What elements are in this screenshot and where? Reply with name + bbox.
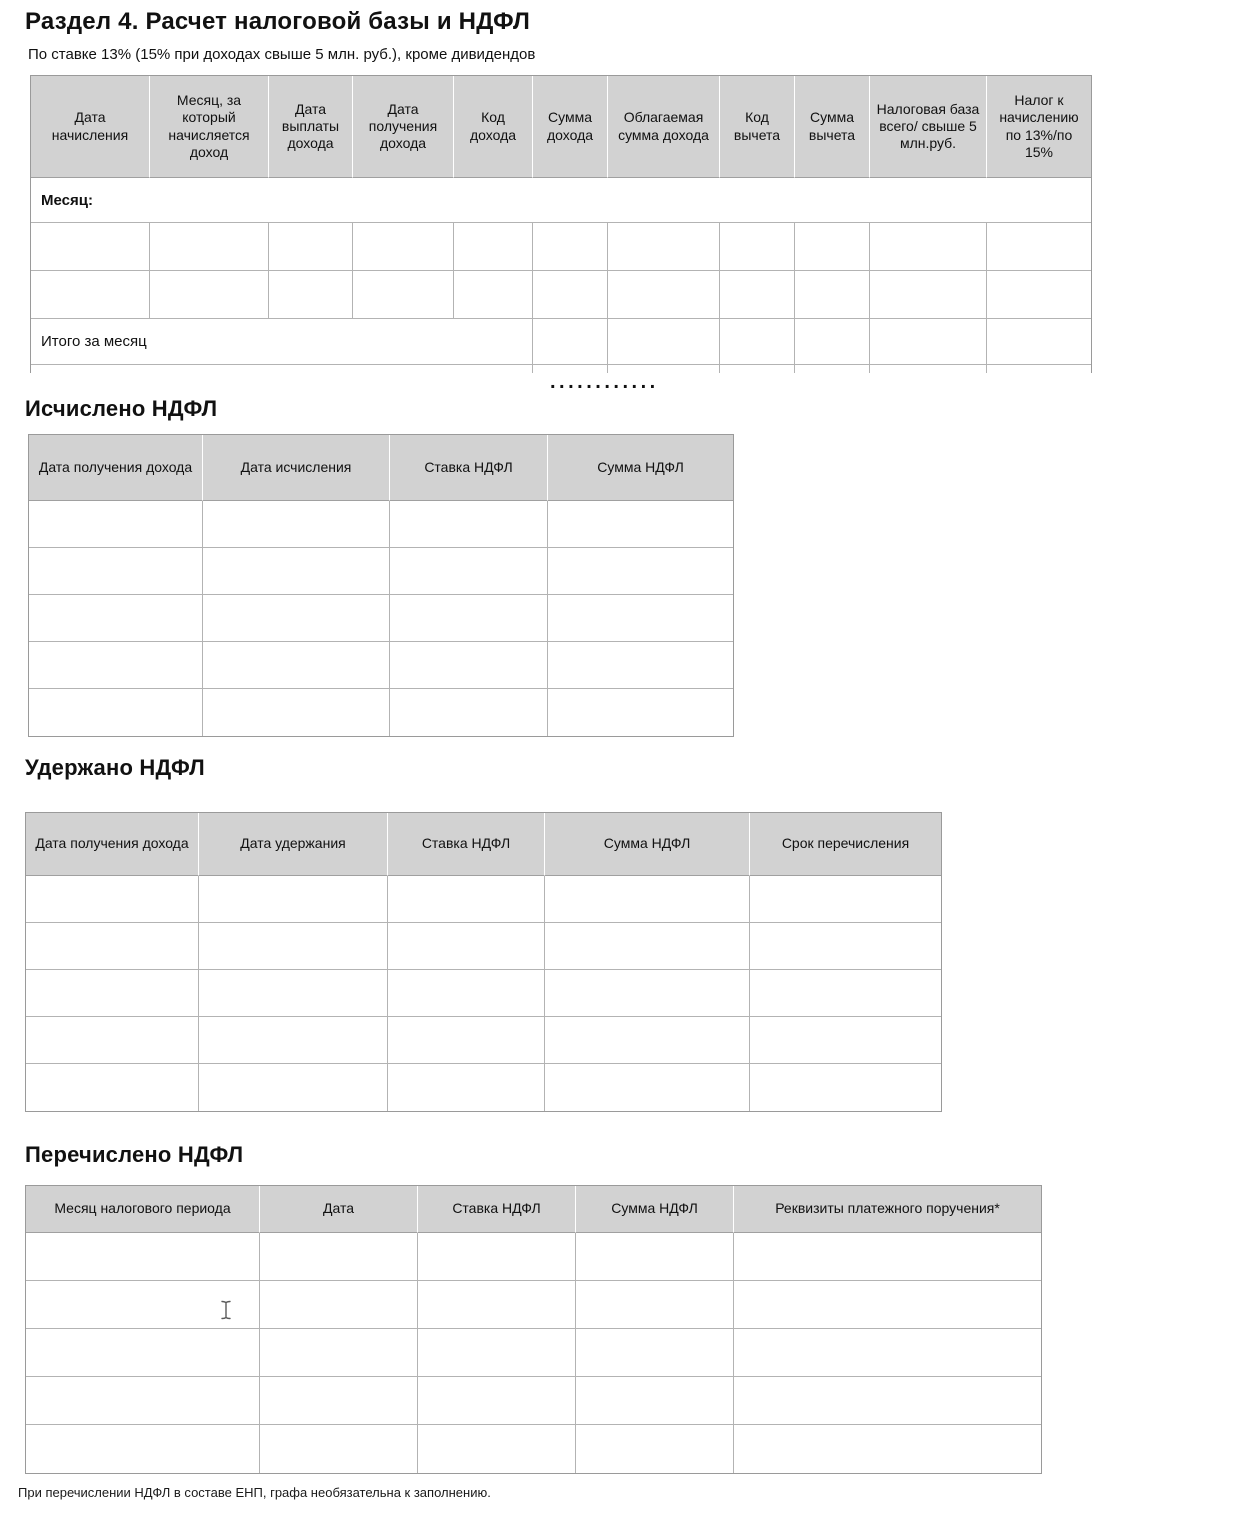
empty-cell[interactable] (26, 1329, 260, 1377)
text-ibeam-cursor-icon (220, 1300, 232, 1320)
column-header: Дата (260, 1186, 418, 1233)
empty-cell[interactable] (548, 501, 733, 548)
empty-cell[interactable] (750, 1017, 941, 1064)
calculated-ndfl-empty-rows (29, 501, 733, 736)
empty-cell[interactable] (545, 923, 750, 970)
column-header: Месяц, за который начисляется доход (150, 76, 269, 178)
empty-cell[interactable] (31, 271, 150, 319)
empty-cell[interactable] (545, 970, 750, 1017)
empty-cell[interactable] (31, 365, 533, 373)
empty-cell[interactable] (390, 501, 548, 548)
empty-data-row (26, 1233, 1041, 1281)
empty-cell[interactable] (734, 1425, 1041, 1473)
empty-cell[interactable] (533, 271, 608, 319)
empty-cell[interactable] (870, 319, 987, 365)
withheld-ndfl-table (25, 812, 942, 1112)
empty-cell[interactable] (548, 595, 733, 642)
transferred-ndfl-table-container (25, 1185, 1042, 1474)
empty-cell[interactable] (388, 876, 545, 923)
empty-cell[interactable] (29, 548, 203, 595)
empty-cell[interactable] (454, 271, 533, 319)
empty-cell[interactable] (29, 642, 203, 689)
month-label-cell: Месяц: (31, 178, 1091, 223)
empty-cell[interactable] (795, 223, 870, 271)
empty-cell[interactable] (720, 365, 795, 373)
withheld-ndfl-heading: Удержано НДФЛ (25, 755, 205, 780)
empty-data-row (26, 1425, 1041, 1473)
empty-cell[interactable] (203, 501, 390, 548)
column-header: Налоговая база всего/ свыше 5 млн.руб. (870, 76, 987, 178)
column-header: Сумма вычета (795, 76, 870, 178)
empty-cell[interactable] (870, 365, 987, 373)
empty-cell[interactable] (548, 548, 733, 595)
empty-cell[interactable] (418, 1377, 576, 1425)
empty-cell[interactable] (750, 876, 941, 923)
empty-cell[interactable] (353, 223, 454, 271)
empty-cell[interactable] (750, 1064, 941, 1111)
empty-cell[interactable] (987, 365, 1091, 373)
transferred-ndfl-header-row (26, 1186, 1041, 1233)
empty-cell[interactable] (418, 1281, 576, 1329)
month-total-label-cell: Итого за месяц (31, 319, 533, 365)
withheld-ndfl-table-container (25, 812, 942, 1112)
empty-cell[interactable] (26, 1377, 260, 1425)
empty-cell[interactable] (608, 223, 720, 271)
empty-data-row (26, 923, 941, 970)
column-header: Срок перечисления (750, 813, 941, 876)
empty-cell[interactable] (260, 1281, 418, 1329)
column-header: Сумма НДФЛ (576, 1186, 734, 1233)
empty-data-row (29, 501, 733, 548)
column-header: Ставка НДФЛ (418, 1186, 576, 1233)
empty-cell[interactable] (533, 319, 608, 365)
month-total-row (31, 319, 1091, 365)
empty-cell[interactable] (734, 1377, 1041, 1425)
empty-cell[interactable] (870, 223, 987, 271)
column-header: Дата удержания (199, 813, 388, 876)
empty-data-row (29, 642, 733, 689)
empty-cell[interactable] (390, 548, 548, 595)
empty-cell[interactable] (734, 1281, 1041, 1329)
empty-cell[interactable] (750, 923, 941, 970)
empty-cell[interactable] (26, 1064, 199, 1111)
empty-cell[interactable] (199, 876, 388, 923)
empty-cell[interactable] (150, 271, 269, 319)
empty-cell[interactable] (987, 319, 1091, 365)
column-header: Дата получения дохода (26, 813, 199, 876)
calculated-ndfl-header-row (29, 435, 733, 501)
empty-cell[interactable] (545, 1017, 750, 1064)
page-title: Раздел 4. Расчет налоговой базы и НДФЛ (25, 8, 530, 35)
empty-cell[interactable] (203, 548, 390, 595)
empty-data-row (26, 1017, 941, 1064)
calculated-ndfl-heading: Исчислено НДФЛ (25, 396, 218, 421)
withheld-ndfl-header-row (26, 813, 941, 876)
empty-data-row (29, 548, 733, 595)
empty-data-row (26, 970, 941, 1017)
empty-cell[interactable] (608, 319, 720, 365)
empty-cell[interactable] (150, 223, 269, 271)
column-header: Дата начисления (31, 76, 150, 178)
empty-cell[interactable] (390, 689, 548, 736)
empty-data-row (26, 1329, 1041, 1377)
empty-data-row (26, 1377, 1041, 1425)
empty-cell[interactable] (199, 970, 388, 1017)
empty-cell[interactable] (608, 271, 720, 319)
empty-cell[interactable] (576, 1425, 734, 1473)
empty-cell[interactable] (720, 223, 795, 271)
column-header: Ставка НДФЛ (388, 813, 545, 876)
empty-cell[interactable] (576, 1377, 734, 1425)
empty-data-row (29, 595, 733, 642)
empty-cell[interactable] (26, 1233, 260, 1281)
empty-cell[interactable] (353, 271, 454, 319)
empty-cell[interactable] (720, 271, 795, 319)
transferred-ndfl-empty-rows (26, 1233, 1041, 1473)
column-header: Код вычета (720, 76, 795, 178)
empty-cell[interactable] (26, 876, 199, 923)
empty-cell[interactable] (203, 595, 390, 642)
empty-cell[interactable] (26, 970, 199, 1017)
empty-cell[interactable] (548, 689, 733, 736)
empty-cell[interactable] (390, 595, 548, 642)
empty-cell[interactable] (26, 1425, 260, 1473)
calculated-ndfl-table-container (28, 434, 734, 737)
column-header: Сумма дохода (533, 76, 608, 178)
empty-cell[interactable] (987, 223, 1091, 271)
empty-cell[interactable] (269, 223, 353, 271)
empty-cell[interactable] (576, 1233, 734, 1281)
empty-cell[interactable] (260, 1425, 418, 1473)
empty-cell[interactable] (734, 1233, 1041, 1281)
transferred-ndfl-heading: Перечислено НДФЛ (25, 1142, 244, 1167)
empty-cell[interactable] (734, 1329, 1041, 1377)
empty-cell[interactable] (545, 1064, 750, 1111)
empty-cell[interactable] (418, 1233, 576, 1281)
column-header: Ставка НДФЛ (390, 435, 548, 501)
empty-cell[interactable] (260, 1233, 418, 1281)
empty-cell[interactable] (418, 1329, 576, 1377)
empty-cell[interactable] (203, 642, 390, 689)
empty-cell[interactable] (388, 970, 545, 1017)
empty-cell[interactable] (795, 271, 870, 319)
empty-cell[interactable] (388, 1017, 545, 1064)
empty-cell[interactable] (418, 1425, 576, 1473)
empty-data-row (26, 1281, 1041, 1329)
column-header: Налог к начислению по 13%/по 15% (987, 76, 1091, 178)
empty-cell[interactable] (31, 223, 150, 271)
column-header: Месяц налогового периода (26, 1186, 260, 1233)
empty-cell[interactable] (269, 271, 353, 319)
empty-cell[interactable] (390, 642, 548, 689)
empty-cell[interactable] (533, 223, 608, 271)
empty-cell[interactable] (795, 319, 870, 365)
empty-data-row (26, 876, 941, 923)
withheld-ndfl-empty-rows (26, 876, 941, 1111)
empty-data-row (29, 689, 733, 736)
month-group-row (31, 178, 1091, 223)
empty-cell[interactable] (203, 689, 390, 736)
empty-cell[interactable] (260, 1329, 418, 1377)
column-header: Код дохода (454, 76, 533, 178)
column-header: Дата исчисления (203, 435, 390, 501)
empty-cell[interactable] (750, 970, 941, 1017)
continuation-dots: ............ (550, 371, 659, 393)
transferred-ndfl-table (25, 1185, 1042, 1474)
column-header: Сумма НДФЛ (545, 813, 750, 876)
empty-cell[interactable] (29, 501, 203, 548)
empty-cell[interactable] (576, 1329, 734, 1377)
column-header: Дата получения дохода (353, 76, 454, 178)
empty-cell[interactable] (199, 1064, 388, 1111)
empty-cell[interactable] (388, 923, 545, 970)
empty-cell[interactable] (26, 923, 199, 970)
empty-cell[interactable] (870, 271, 987, 319)
tax-base-empty-rows (31, 223, 1091, 319)
empty-cell[interactable] (795, 365, 870, 373)
empty-cell[interactable] (199, 1017, 388, 1064)
column-header: Реквизиты платежного поручения* (734, 1186, 1041, 1233)
tax-base-header-row (31, 76, 1091, 178)
empty-data-row (26, 1064, 941, 1111)
empty-cell[interactable] (26, 1017, 199, 1064)
column-header: Дата выплаты дохода (269, 76, 353, 178)
column-header: Дата получения дохода (29, 435, 203, 501)
empty-cell[interactable] (29, 689, 203, 736)
empty-cell[interactable] (388, 1064, 545, 1111)
empty-cell[interactable] (720, 319, 795, 365)
empty-data-row (31, 271, 1091, 319)
empty-cell[interactable] (260, 1377, 418, 1425)
empty-cell[interactable] (987, 271, 1091, 319)
column-header: Сумма НДФЛ (548, 435, 733, 501)
tax-base-table-viewport (30, 75, 1094, 373)
empty-cell[interactable] (548, 642, 733, 689)
empty-cell[interactable] (199, 923, 388, 970)
calculated-ndfl-table (28, 434, 734, 737)
rate-subtitle: По ставке 13% (15% при доходах свыше 5 млн. руб.), кроме дивидендов (28, 46, 536, 63)
empty-cell[interactable] (29, 595, 203, 642)
empty-cell[interactable] (576, 1281, 734, 1329)
empty-cell[interactable] (454, 223, 533, 271)
column-header: Облагаемая сумма дохода (608, 76, 720, 178)
empty-cell[interactable] (545, 876, 750, 923)
enp-footnote: При перечислении НДФЛ в составе ЕНП, графа необязательна к заполнению. (18, 1485, 491, 1500)
empty-data-row (31, 223, 1091, 271)
tax-base-table (30, 75, 1092, 373)
